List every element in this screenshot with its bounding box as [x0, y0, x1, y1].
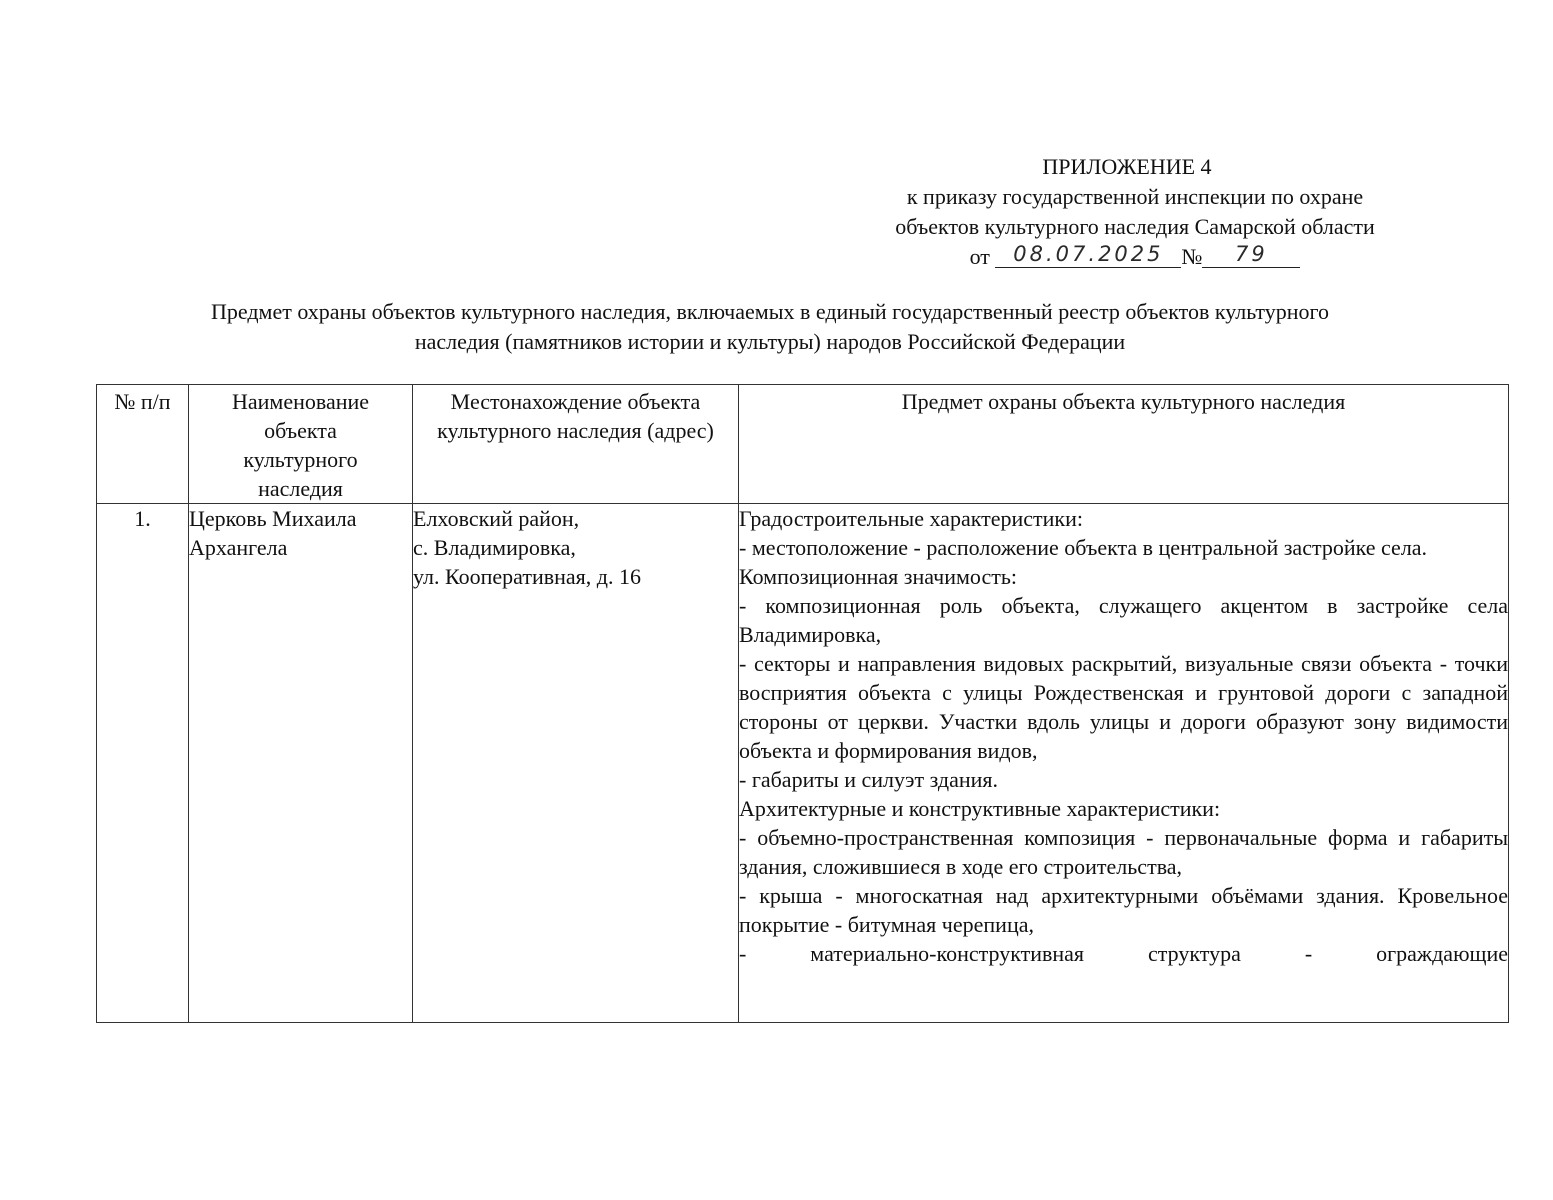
header-name: Наименование объекта культурного наследия — [189, 385, 413, 504]
document-title-line-1: Предмет охраны объектов культурного наследия, включаемых в единый государственный реестр объектов культурного — [211, 299, 1329, 324]
header-protection-subject: Предмет охраны объекта культурного наследия — [739, 385, 1509, 504]
table-row — [97, 504, 1509, 1023]
order-date-line — [840, 242, 1430, 272]
description-paragraph: - местоположение - расположение объекта в центральной застройке села. — [739, 535, 1428, 560]
description-paragraph: - крыша - многоскатная над архитектурными объёмами здания. Кровельное покрытие - битумная черепица, — [739, 883, 1508, 937]
description-paragraph: - объемно-пространственная композиция - первоначальные форма и габариты здания, сложившиеся в ходе его строительства, — [739, 825, 1508, 879]
address-line: ул. Кооперативная, д. 16 — [413, 564, 641, 589]
appendix-header — [840, 152, 1430, 272]
header-address: Местонахождение объекта культурного наследия (адрес) — [413, 385, 739, 504]
header-number: № п/п — [97, 385, 189, 504]
row-address — [413, 504, 739, 1023]
appendix-title: ПРИЛОЖЕНИЕ 4 — [1042, 154, 1212, 179]
number-prefix: № — [1181, 244, 1203, 269]
document-title-line-2: наследия (памятников истории и культуры) народов Российской Федерации — [414, 329, 1126, 354]
appendix-line-1: к приказу государственной инспекции по охране — [906, 184, 1364, 209]
date-prefix: от — [969, 244, 990, 269]
protection-table — [96, 384, 1509, 1023]
appendix-line-2: объектов культурного наследия Самарской области — [895, 214, 1375, 239]
table-header-row — [97, 385, 1509, 504]
description-paragraph: - материально-конструктивная структура - ограждающие — [739, 941, 1508, 966]
handwritten-number: 79 — [1235, 242, 1268, 266]
address-line: с. Владимировка, — [413, 535, 576, 560]
description-paragraph: - габариты и силуэт здания. — [739, 767, 999, 792]
date-field — [995, 243, 1181, 268]
address-line: Елховский район, — [413, 506, 580, 531]
number-field — [1202, 243, 1300, 268]
row-name: Церковь Михаила Архангела — [189, 504, 413, 1023]
description-paragraph: Композиционная значимость: — [739, 564, 1017, 589]
row-number: 1. — [97, 504, 189, 1023]
document-title — [100, 297, 1440, 357]
description-paragraph: Архитектурные и конструктивные характеристики: — [739, 796, 1221, 821]
handwritten-date: 08.07.2025 — [1013, 242, 1164, 266]
description-paragraph: - секторы и направления видовых раскрытий, визуальные связи объекта - точки восприятия объекта с улицы Рождественская и грунтовой дороги с западной стороны от церкви. Участки вдоль улицы и дороги образуют зону видимости объекта и формирования видов, — [739, 651, 1508, 763]
description-paragraph: - композиционная роль объекта, служащего акцентом в застройке села Владимировка, — [739, 593, 1508, 647]
row-protection-subject — [739, 504, 1509, 1023]
description-paragraph: Градостроительные характеристики: — [739, 506, 1083, 531]
